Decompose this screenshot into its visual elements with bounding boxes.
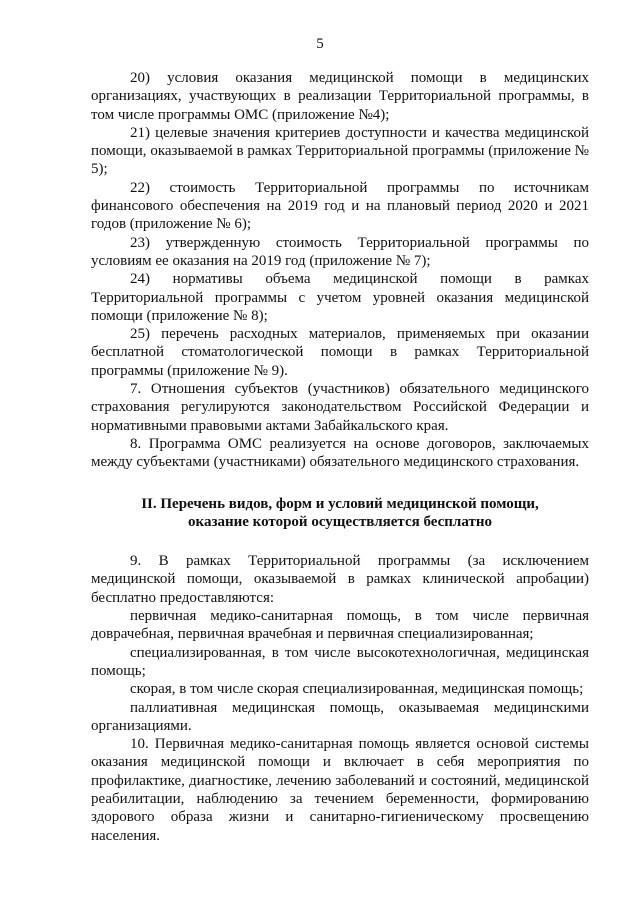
document-body <box>91 69 589 845</box>
list-item-22: 22) стоимость Территориальной программы по источникам финансового обеспечения на 2019 год и на плановый период 2020 и 2021 годов (приложение № 6); <box>91 179 589 233</box>
list-item-20: 20) условия оказания медицинской помощи в медицинских организациях, участвующих в реализации Территориальной программы, в том числе программы ОМС (приложение №4); <box>91 70 589 123</box>
list-item-25: 25) перечень расходных материалов, применяемых при оказании бесплатной стоматологической помощи в рамках Территориальной программы (приложение № 9). <box>91 326 589 379</box>
care-type-emergency: скорая, в том числе скорая специализированная, медицинская помощь; <box>130 681 584 698</box>
page-number: 5 <box>316 36 324 52</box>
list-item-23: 23) утвержденную стоимость Территориальной программы по условиям ее оказания на 2019 год (приложение № 7); <box>91 234 589 269</box>
section-heading <box>91 495 589 532</box>
clause-10: 10. Первичная медико-санитарная помощь является основой системы оказания медицинской помощи и включает в себя мероприятия по профилактике, диагностике, лечению заболеваний и состояний, медицинской реабилитации, наблюдению за течением беременности, формированию здорового образа жизни и санитарно-гигиеническому просвещению населения. <box>91 736 589 844</box>
clause-9: 9. В рамках Территориальной программы (за исключением медицинской помощи, оказываемой в рамках клинической апробации) бесплатно предоставляются: <box>91 553 589 606</box>
clause-8: 8. Программа ОМС реализуется на основе договоров, заключаемых между субъектами (участниками) обязательного медицинского страхования. <box>91 435 589 471</box>
clause-7: 7. Отношения субъектов (участников) обязательного медицинского страхования регулируются законодательством Российской Федерации и нормативными правовыми актами Забайкальского края. <box>91 381 589 434</box>
care-type-primary: первичная медико-санитарная помощь, в том числе первичная доврачебная, первичная врачебная и первичная специализированная; <box>91 608 589 643</box>
care-type-specialized: специализированная, в том числе высокотехнологичная, медицинская помощь; <box>91 644 589 679</box>
section-heading-line-1: II. Перечень видов, форм и условий медицинской помощи, <box>141 495 539 512</box>
care-type-palliative: паллиативная медицинская помощь, оказываемая медицинскими организациями. <box>91 699 589 734</box>
list-item-21: 21) целевые значения критериев доступности и качества медицинской помощи, оказываемой в рамках Территориальной программы (приложение № 5); <box>91 124 589 178</box>
section-heading-line-2: оказание которой осуществляется бесплатно <box>188 513 492 530</box>
list-item-24: 24) нормативы объема медицинской помощи в рамках Территориальной программы с учетом уровней оказания медицинской помощи (приложение № 8); <box>91 271 589 324</box>
